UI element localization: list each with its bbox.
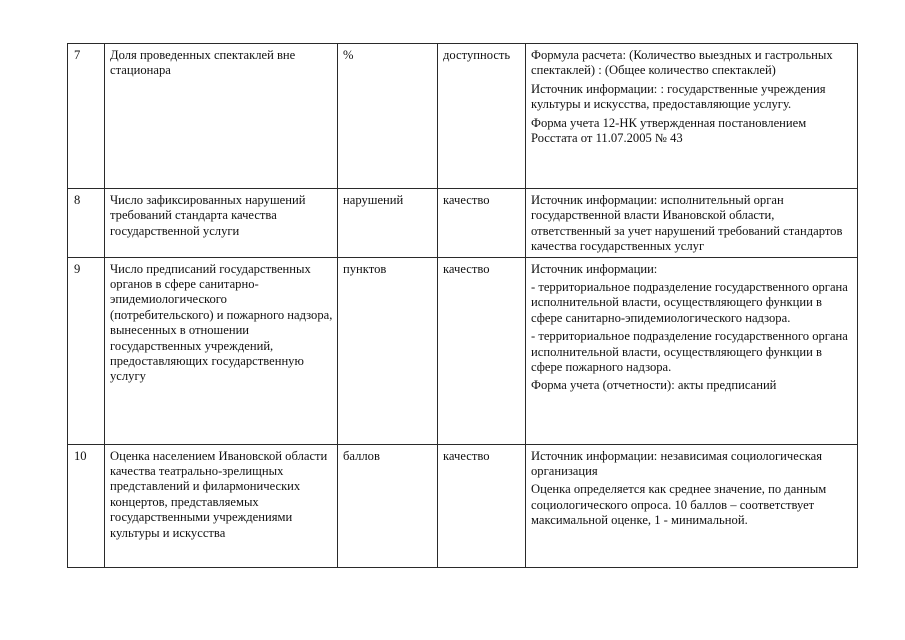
table-row bbox=[68, 189, 858, 258]
row-number: 8 bbox=[68, 189, 105, 258]
unit-of-measure: баллов bbox=[338, 444, 438, 567]
table-row bbox=[68, 444, 858, 567]
indicator-name: Число зафиксированных нарушений требований стандарта качества государственной услуги bbox=[105, 189, 338, 258]
row-number: 9 bbox=[68, 257, 105, 444]
indicator-type: доступность bbox=[438, 44, 526, 189]
details-paragraph: - территориальное подразделение государственного органа исполнительной власти, осуществляющего функции в сфере пожарного надзора. bbox=[531, 329, 848, 375]
details-paragraph: Источник информации: : государственные учреждения культуры и искусства, предоставляющие услугу. bbox=[531, 81, 826, 112]
indicators-table bbox=[67, 43, 858, 568]
details-paragraph: Источник информации: bbox=[531, 261, 658, 276]
indicator-type: качество bbox=[438, 444, 526, 567]
table-row bbox=[68, 257, 858, 444]
details-paragraph: Оценка определяется как среднее значение, по данным социологического опроса. 10 баллов – соответствует максимальной оценке, 1 - минимальной. bbox=[531, 482, 827, 528]
unit-of-measure: % bbox=[338, 44, 438, 189]
indicator-name: Число предписаний государственных органов в сфере санитарно-эпидемиологического (потребительского) и пожарного надзора, вынесенных в отношении государственных учреждений, предоставляющих государственную услугу bbox=[105, 257, 338, 444]
unit-of-measure: пунктов bbox=[338, 257, 438, 444]
details-paragraph: Источник информации: независимая социологическая организация bbox=[531, 448, 823, 479]
indicator-details bbox=[526, 44, 858, 189]
details-paragraph: Форма учета 12-НК утвержденная постановлением Росстата от 11.07.2005 № 43 bbox=[531, 115, 807, 146]
details-paragraph: - территориальное подразделение государственного органа исполнительной власти, осуществляющего функции в сфере санитарно-эпидемиологического надзора. bbox=[531, 280, 848, 325]
indicator-name: Доля проведенных спектаклей вне стационара bbox=[105, 44, 338, 189]
details-paragraph: Источник информации: исполнительный орган государственной власти Ивановской области, ответственный за учет нарушений требований стандартов качества государственных услуг bbox=[531, 193, 843, 254]
table-row bbox=[68, 44, 858, 189]
unit-of-measure: нарушений bbox=[338, 189, 438, 258]
indicator-type: качество bbox=[438, 189, 526, 258]
details-paragraph: Формула расчета: (Количество выездных и гастрольных спектаклей) : (Общее количество спектаклей) bbox=[531, 48, 833, 78]
row-number: 7 bbox=[68, 44, 105, 189]
indicator-name: Оценка населением Ивановской области качества театрально-зрелищных представлений и филармонических концертов, представляемых государственными учреждениями культуры и искусства bbox=[105, 444, 338, 567]
details-paragraph: Форма учета (отчетности): акты предписаний bbox=[531, 378, 777, 393]
indicator-type: качество bbox=[438, 257, 526, 444]
indicator-details bbox=[526, 444, 858, 567]
indicator-details bbox=[526, 189, 858, 258]
row-number: 10 bbox=[68, 444, 105, 567]
indicator-details bbox=[526, 257, 858, 444]
